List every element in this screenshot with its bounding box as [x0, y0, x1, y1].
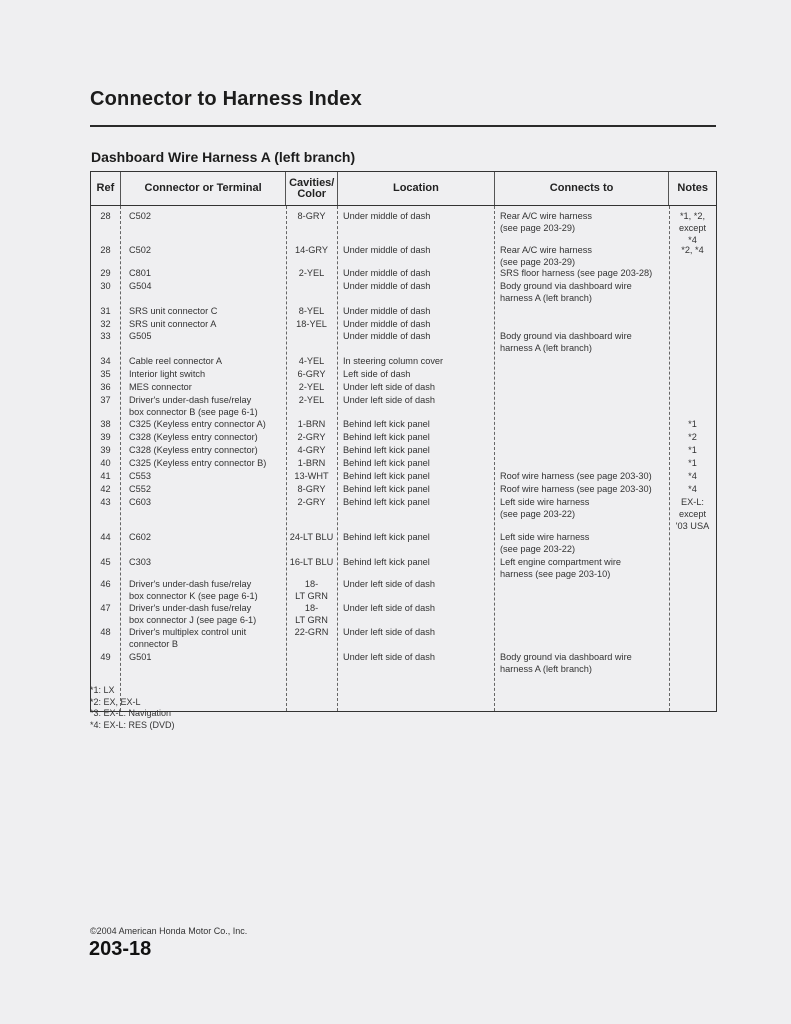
- cell-connects-to: [494, 368, 669, 380]
- cell-connector: C502: [129, 211, 151, 221]
- cell-connects-to: Body ground via dashboard wire harness A (left branch): [500, 652, 632, 674]
- cell-cavities: 1-BRN: [297, 419, 326, 429]
- cell-ref: 35: [100, 369, 111, 379]
- cell-location: Under middle of dash: [343, 331, 431, 341]
- cell-connector: G504: [129, 281, 152, 291]
- table-header: [91, 172, 716, 206]
- cell-notes: [669, 602, 716, 626]
- cell-ref: 32: [100, 319, 111, 329]
- table-row: [91, 418, 716, 430]
- cell-notes: *1: [688, 445, 697, 455]
- cell-location: Left side of dash: [343, 369, 411, 379]
- table-row: [91, 626, 716, 650]
- cell-cavities: 4-YEL: [298, 356, 325, 366]
- cell-location: Under middle of dash: [343, 211, 431, 221]
- cell-location: Behind left kick panel: [343, 471, 430, 481]
- cell-ref: 34: [100, 356, 111, 366]
- table-row: [91, 210, 716, 246]
- cell-cavities: 2-GRY: [297, 497, 326, 507]
- cell-connector: C502: [129, 245, 151, 255]
- cell-connector: Cable reel connector A: [129, 356, 222, 366]
- cell-location: Under left side of dash: [343, 603, 435, 613]
- copyright: ©2004 American Honda Motor Co., Inc.: [90, 926, 248, 936]
- cell-cavities: [286, 651, 337, 675]
- table-row: [91, 394, 716, 418]
- cell-connects-to: Left engine compartment wire harness (see page 203-10): [500, 557, 622, 579]
- cell-cavities: 8-YEL: [298, 306, 325, 316]
- cell-notes: [669, 368, 716, 380]
- page-title: Connector to Harness Index: [90, 88, 362, 110]
- cell-connector: Driver's under-dash fuse/relay box connector J (see page 6-1): [129, 603, 257, 625]
- cell-location: Behind left kick panel: [343, 484, 430, 494]
- table-row: [91, 305, 716, 317]
- cell-cavities: 2-GRY: [297, 432, 326, 442]
- footnote: *3: EX-L: Navigation: [90, 708, 172, 718]
- table-row: [91, 483, 716, 495]
- cell-connects-to: Rear A/C wire harness (see page 203-29): [500, 211, 592, 233]
- cell-connects-to: Body ground via dashboard wire harness A (left branch): [500, 331, 632, 353]
- cell-connects-to: [494, 394, 669, 418]
- cell-location: Behind left kick panel: [343, 497, 430, 507]
- cell-notes: [669, 626, 716, 650]
- cell-connects-to: [494, 431, 669, 443]
- cell-connector: Driver's multiplex control unit connector B: [129, 627, 247, 649]
- cell-connector: MES connector: [129, 382, 192, 392]
- cell-cavities: 22-GRN: [294, 627, 329, 637]
- cell-connector: SRS unit connector C: [129, 306, 218, 316]
- cell-notes: [669, 267, 716, 279]
- table-row: [91, 578, 716, 602]
- section-title: Dashboard Wire Harness A (left branch): [91, 149, 356, 165]
- table-row: [91, 318, 716, 330]
- cell-connector: C552: [129, 484, 151, 494]
- cell-location: Behind left kick panel: [343, 445, 430, 455]
- cell-ref: 46: [100, 579, 111, 589]
- table-row: [91, 368, 716, 380]
- cell-cavities: 14-GRY: [294, 245, 329, 255]
- cell-connector: C553: [129, 471, 151, 481]
- cell-ref: 42: [100, 484, 111, 494]
- cell-connects-to: [494, 457, 669, 469]
- cell-location: Under left side of dash: [343, 579, 435, 589]
- cell-connector: SRS unit connector A: [129, 319, 217, 329]
- cell-connector: C328 (Keyless entry connector): [129, 445, 258, 455]
- cell-connects-to: [494, 626, 669, 650]
- cell-notes: [669, 556, 716, 580]
- table-row: [91, 602, 716, 626]
- cell-location: Under left side of dash: [343, 382, 435, 392]
- table-row: [91, 431, 716, 443]
- cell-connects-to: Left side wire harness (see page 203-22): [500, 497, 590, 519]
- cell-location: Under left side of dash: [343, 395, 435, 405]
- cell-ref: 41: [100, 471, 111, 481]
- cell-connector: C325 (Keyless entry connector A): [129, 419, 266, 429]
- cell-cavities: 2-YEL: [298, 268, 325, 278]
- cell-notes: [669, 355, 716, 367]
- cell-ref: 37: [100, 395, 111, 405]
- cell-ref: 47: [100, 603, 111, 613]
- cell-cavities: 18- LT GRN: [295, 603, 328, 625]
- header-cavities: Cavities/ Color: [286, 172, 338, 205]
- harness-table: [90, 171, 717, 712]
- cell-ref: 38: [100, 419, 111, 429]
- cell-notes: *1: [688, 419, 697, 429]
- cell-cavities: 8-GRY: [297, 211, 326, 221]
- cell-cavities: 6-GRY: [297, 369, 326, 379]
- cell-cavities: [286, 330, 337, 354]
- cell-connector: C303: [129, 557, 151, 567]
- cell-notes: [669, 280, 716, 304]
- cell-cavities: 1-BRN: [297, 458, 326, 468]
- table-row: [91, 267, 716, 279]
- cell-connects-to: SRS floor harness (see page 203-28): [500, 268, 653, 278]
- table-row: [91, 457, 716, 469]
- cell-location: Under middle of dash: [343, 319, 431, 329]
- cell-ref: 33: [100, 331, 111, 341]
- cell-connector: G505: [129, 331, 152, 341]
- cell-ref: 43: [100, 497, 111, 507]
- cell-connector: Driver's under-dash fuse/relay box connector K (see page 6-1): [129, 579, 258, 601]
- cell-cavities: 18-YEL: [296, 319, 327, 329]
- cell-notes: [669, 381, 716, 393]
- table-row: [91, 355, 716, 367]
- cell-connects-to: [494, 305, 669, 317]
- cell-notes: *4: [688, 471, 697, 481]
- cell-connects-to: Body ground via dashboard wire harness A (left branch): [500, 281, 632, 303]
- cell-notes: *2: [688, 432, 697, 442]
- cell-notes: *1: [688, 458, 697, 468]
- cell-location: Behind left kick panel: [343, 532, 430, 542]
- cell-connector: C325 (Keyless entry connector B): [129, 458, 267, 468]
- cell-location: In steering column cover: [343, 356, 444, 366]
- header-location: Location: [338, 172, 495, 205]
- cell-notes: *4: [688, 484, 697, 494]
- cell-connects-to: [494, 418, 669, 430]
- cell-notes: EX-L: except '03 USA: [675, 497, 710, 531]
- cell-connector: C602: [129, 532, 151, 542]
- footnotes: [90, 685, 175, 731]
- table-row: [91, 556, 716, 580]
- cell-location: Under middle of dash: [343, 268, 431, 278]
- cell-ref: 29: [100, 268, 111, 278]
- cell-ref: 44: [100, 532, 111, 542]
- table-row: [91, 531, 716, 555]
- cell-connector: C328 (Keyless entry connector): [129, 432, 258, 442]
- cell-location: Under middle of dash: [343, 306, 431, 316]
- footnote: *2: EX, EX-L: [90, 696, 141, 707]
- table-row: [91, 651, 716, 675]
- cell-ref: 28: [100, 245, 111, 255]
- cell-cavities: 13-WHT: [294, 471, 329, 481]
- cell-connects-to: Left side wire harness (see page 203-22): [500, 532, 590, 554]
- cell-location: Under middle of dash: [343, 245, 431, 255]
- cell-ref: 40: [100, 458, 111, 468]
- table-row: [91, 280, 716, 304]
- footnote: *4: EX-L: RES (DVD): [90, 719, 175, 730]
- cell-cavities: 16-LT BLU: [289, 557, 334, 567]
- cell-connector: Interior light switch: [129, 369, 206, 379]
- cell-connects-to: Roof wire harness (see page 203-30): [500, 471, 652, 481]
- cell-connects-to: [494, 318, 669, 330]
- table-row: [91, 381, 716, 393]
- cell-connects-to: Rear A/C wire harness (see page 203-29): [500, 245, 592, 267]
- cell-ref: 48: [100, 627, 111, 637]
- cell-notes: [669, 305, 716, 317]
- cell-connector: C603: [129, 497, 151, 507]
- cell-connector: Driver's under-dash fuse/relay box connector B (see page 6-1): [129, 395, 258, 417]
- cell-notes: *2, *4: [681, 245, 704, 255]
- cell-ref: 31: [100, 306, 111, 316]
- cell-ref: 49: [100, 652, 111, 662]
- cell-cavities: 18- LT GRN: [295, 579, 328, 601]
- cell-ref: 45: [100, 557, 111, 567]
- cell-ref: 36: [100, 382, 111, 392]
- page-number: 203-18: [89, 938, 152, 960]
- footnote: *1: LX: [90, 685, 115, 695]
- cell-location: Behind left kick panel: [343, 557, 430, 567]
- cell-notes: [669, 318, 716, 330]
- cell-location: Under middle of dash: [343, 281, 431, 291]
- cell-connects-to: [494, 355, 669, 367]
- cell-location: Under left side of dash: [343, 627, 435, 637]
- cell-notes: *1, *2, except *4: [678, 211, 707, 245]
- cell-cavities: [286, 280, 337, 304]
- cell-connector: C801: [129, 268, 151, 278]
- cell-ref: 39: [100, 432, 111, 442]
- cell-ref: 30: [100, 281, 111, 291]
- header-notes: Notes: [677, 182, 708, 194]
- cell-ref: 28: [100, 211, 111, 221]
- cell-ref: 39: [100, 445, 111, 455]
- cell-connector: G501: [129, 652, 152, 662]
- cell-connects-to: [494, 602, 669, 626]
- cell-connects-to: [494, 444, 669, 456]
- cell-notes: [669, 578, 716, 602]
- cell-connects-to: [494, 578, 669, 602]
- cell-notes: [669, 394, 716, 418]
- cell-location: Behind left kick panel: [343, 458, 430, 468]
- table-body: [91, 206, 716, 711]
- table-row: [91, 444, 716, 456]
- cell-notes: [669, 531, 716, 555]
- cell-connects-to: Roof wire harness (see page 203-30): [500, 484, 652, 494]
- header-connector: Connector or Terminal: [121, 172, 287, 205]
- cell-location: Under left side of dash: [343, 652, 435, 662]
- cell-notes: [669, 651, 716, 675]
- table-row: [91, 244, 716, 268]
- cell-connects-to: [494, 381, 669, 393]
- cell-notes: [669, 330, 716, 354]
- cell-cavities: 2-YEL: [298, 395, 325, 405]
- cell-location: Behind left kick panel: [343, 419, 430, 429]
- cell-cavities: 2-YEL: [298, 382, 325, 392]
- table-row: [91, 470, 716, 482]
- cell-location: Behind left kick panel: [343, 432, 430, 442]
- cell-cavities: 4-GRY: [297, 445, 326, 455]
- title-divider: [90, 125, 716, 127]
- table-row: [91, 330, 716, 354]
- header-connects-to: Connects to: [495, 172, 670, 205]
- table-row: [91, 496, 716, 532]
- header-ref: Ref: [91, 172, 121, 205]
- cell-cavities: 24-LT BLU: [289, 532, 334, 542]
- cell-cavities: 8-GRY: [297, 484, 326, 494]
